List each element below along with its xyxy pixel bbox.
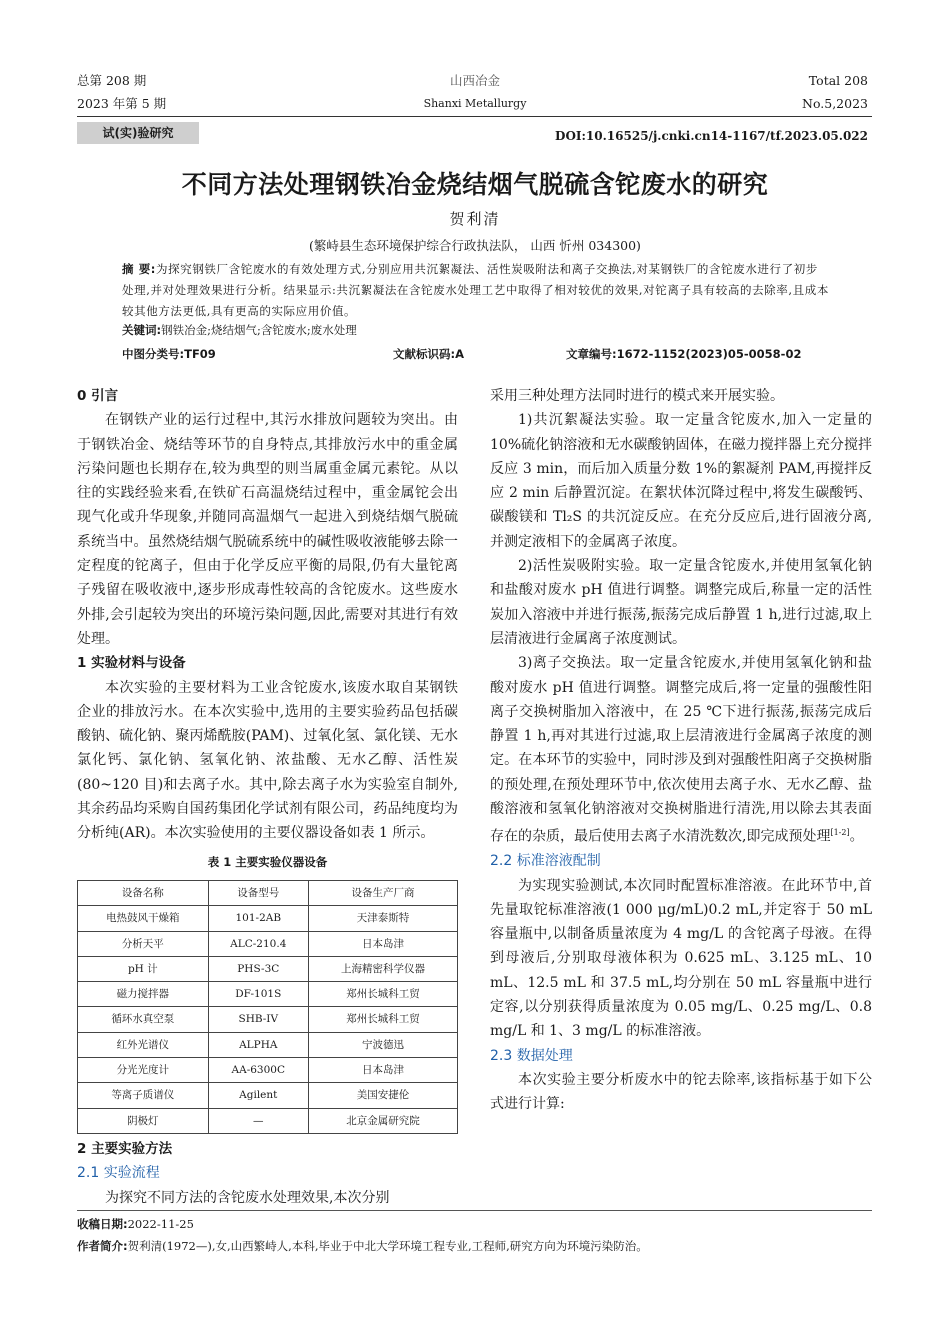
table-cell: 等离子质谱仪 [78, 1083, 209, 1108]
table-row [78, 1083, 458, 1108]
paragraph-coprecipitation: 1)共沉絮凝法实验。取一定量含铊废水,加入一定量的 10%硫化钠溶液和无水碳酸钠固体，在磁力搅拌器上充分搅拌反应 3 min，而后加入质量分数 1%的絮凝剂 PAM,再搅拌反应 2 min 后静置沉淀。在絮状体沉降过程中,将发生碳酸钙、碳酸镁和 Tl₂S 的共沉淀反应。在充分反应后,进行固液分离,并测定液相下的金属离子浓度。 [490, 412, 872, 550]
table-cell: pH 计 [78, 956, 209, 981]
document-code: 文献标识码:A [393, 347, 464, 361]
table-cell: 阴极灯 [78, 1108, 209, 1133]
header-number-en: No.5,2023 [802, 96, 868, 111]
table-cell: 美国安捷伦 [308, 1083, 457, 1108]
table-header-cell: 设备型号 [208, 880, 308, 905]
table-cell: PHS-3C [208, 956, 308, 981]
table-cell: DF-101S [208, 982, 308, 1007]
table-row [78, 982, 458, 1007]
left-column [77, 384, 458, 1210]
table-cell: 天津泰斯特 [308, 906, 457, 931]
article-number: 文章编号:1672-1152(2023)05-0058-02 [566, 347, 802, 361]
header-journal-en: Shanxi Metallurgy [423, 97, 527, 110]
table-row [78, 906, 458, 931]
doi: DOI:10.16525/j.cnki.cn14-1167/tf.2023.05.022 [555, 129, 868, 143]
abstract [122, 259, 830, 322]
header-issue-year: 2023 年第 5 期 [77, 96, 167, 111]
keywords-label: 关键词: [122, 323, 162, 337]
keywords-text: 钢铁冶金;烧结烟气;含铊废水;废水处理 [161, 323, 357, 337]
section-tag: 试(实)验研究 [77, 122, 199, 144]
reference-1-2: [1-2] [830, 828, 850, 838]
equipment-table [77, 880, 458, 1134]
table-cell: 郑州长城科工贸 [308, 982, 457, 1007]
table-cell: SHB-IV [208, 1007, 308, 1032]
keywords [122, 322, 357, 338]
header-journal-cn: 山西冶金 [449, 73, 500, 88]
table-cell: — [208, 1108, 308, 1133]
table-cell: 分光光度计 [78, 1058, 209, 1083]
table-row [78, 1032, 458, 1057]
author: 贺利清 [449, 210, 501, 228]
table-cell: 郑州长城科工贸 [308, 1007, 457, 1032]
table-cell: 分析天平 [78, 931, 209, 956]
paragraph-introduction: 在钢铁产业的运行过程中,其污水排放问题较为突出。由于钢铁冶金、烧结等环节的自身特点,其排放污水中的重金属污染问题也长期存在,较为典型的则当属重金属元素铊。从以往的实践经验来看,在铁矿石高温烧结过程中，重金属铊会出现气化或升华现象,并随同高温烟气一起进入到烧结烟气脱硫系统当中。虽然烧结烟气脱硫系统中的碱性吸收液能够去除一定程度的铊离子，但由于化学反应平衡的局限,仍有大量铊离子残留在吸收液中,逐步形成毒性较高的含铊废水。这些废水外排,会引起较为突出的环境污染问题,因此,需要对其进行有效处理。 [77, 412, 458, 647]
table-cell: ALC-210.4 [208, 931, 308, 956]
table-cell: 电热鼓风干燥箱 [78, 906, 209, 931]
right-column [490, 384, 872, 1117]
clc-number: 中图分类号:TF09 [122, 347, 216, 361]
table-cell: 101-2AB [208, 906, 308, 931]
table-cell: 循环水真空泵 [78, 1007, 209, 1032]
heading-standard-solution: 2.2 标准溶液配制 [490, 853, 601, 870]
table-caption: 表 1 主要实验仪器设备 [207, 854, 328, 869]
table-header-cell: 设备名称 [78, 880, 209, 905]
table-cell: Agilent [208, 1083, 308, 1108]
paragraph-activated-carbon: 2)活性炭吸附实验。取一定量含铊废水,并使用氢氧化钠和盐酸对废水 pH 值进行调整。调整完成后,称量一定的活性炭加入溶液中并进行振荡,振荡完成后静置 1 h,进行过滤,取上层清液进行金属离子浓度测试。 [490, 558, 872, 647]
table-cell: 上海精密科学仪器 [308, 956, 457, 981]
heading-data-processing: 2.3 数据处理 [490, 1047, 573, 1064]
table-header-row [78, 880, 458, 905]
table-row [78, 1007, 458, 1032]
table-cell: AA-6300C [208, 1058, 308, 1083]
heading-introduction: 0 引言 [77, 388, 119, 404]
paragraph-materials: 本次实验的主要材料为工业含铊废水,该废水取自某钢铁企业的排放污水。在本次实验中,选用的主要实验药品包括碳酸钠、硫化钠、聚丙烯酰胺(PAM)、过氧化氢、氯化镁、无水氯化钙、氯化钠、氢氧化钠、浓盐酸、无水乙醇、活性炭(80~120 目)和去离子水。其中,除去离子水为实验室自制外,其余药品均采购自国药集团化学试剂有限公司，药品纯度均为分析纯(AR)。本次实验使用的主要仪器设备如表 1 所示。 [77, 679, 458, 842]
header-issue-total: 总第 208 期 [77, 73, 147, 88]
table-cell: 日本岛津 [308, 931, 457, 956]
table-cell: ALPHA [208, 1032, 308, 1057]
table-cell: 宁波德迅 [308, 1032, 457, 1057]
footer-rule [77, 1210, 872, 1211]
table-row [78, 956, 458, 981]
heading-experiment-flow: 2.1 实验流程 [77, 1165, 160, 1182]
paragraph-standard-solution: 为实现实验测试,本次同时配置标准溶液。在此环节中,首先量取铊标准溶液(1 000 μg/mL)0.2 mL,并定容于 50 mL 容量瓶中,以制备质量浓度为 4 mg/L 的含铊离子母液。在得到母液后,分别取母液体积为 0.625 mL、3.125 mL、10 mL、12.5 mL 和 37.5 mL,均分别在 50 mL 容量瓶中进行定容,以分别获得质量浓度为 0.05 mg/L、0.25 mg/L、0.8 mg/L 和 1、3 mg/L 的标准溶液。 [490, 877, 872, 1040]
paragraph-ion-exchange: 3)离子交换法。取一定量含铊废水,并使用氢氧化钠和盐酸对废水 pH 值进行调整。调整完成后,将一定量的强酸性阳离子交换树脂加入溶液中，在 25 ℃下进行振荡,振荡完成后静置 1 h,再对其进行过滤,取上层清液进行金属离子浓度的测定。在本环节的实验中，同时涉及到对强酸性阳离子交换树脂的预处理,在预处理环节中,依次使用去离子水、无水乙醇、盐酸溶液和氢氧化钠溶液对交换树脂进行清洗,用以除去其表面存在的杂质，最后使用去离子水清洗数次,即完成预处理[1-2]。 [490, 655, 872, 845]
paragraph-experiment-flow: 为探究不同方法的含铊废水处理效果,本次分别 [105, 1189, 390, 1206]
table-row [78, 1108, 458, 1133]
header-total-en: Total 208 [808, 73, 868, 88]
heading-materials: 1 实验材料与设备 [77, 655, 186, 672]
abstract-text: 为探究钢铁厂含铊废水的有效处理方式,分别应用共沉絮凝法、活性炭吸附法和离子交换法,对某钢铁厂的含铊废水进行了初步处理,并对处理效果进行分析。结果显示:共沉絮凝法在含铊废水处理工艺中取得了相对较优的效果,对铊离子具有较高的去除率,且成本较其他方法更低,具有更高的实际应用价值。 [122, 262, 829, 318]
page-title: 不同方法处理钢铁冶金烧结烟气脱硫含铊废水的研究 [181, 170, 769, 199]
paragraph-continuation: 采用三种处理方法同时进行的模式来开展实验。 [490, 388, 784, 404]
heading-methods: 2 主要实验方法 [77, 1140, 173, 1157]
table-row [78, 931, 458, 956]
table-cell: 日本岛津 [308, 1058, 457, 1083]
author-bio: 作者简介:贺利清(1972—),女,山西繁峙人,本科,毕业于中北大学环境工程专业,工程师,研究方向为环境污染防治。 [77, 1239, 648, 1253]
received-date: 收稿日期:2022-11-25 [77, 1217, 194, 1231]
header-rule [77, 116, 872, 117]
table-cell: 北京金属研究院 [308, 1108, 457, 1133]
table-header-cell: 设备生产厂商 [308, 880, 457, 905]
abstract-label: 摘 要: [122, 262, 157, 276]
table-row [78, 1058, 458, 1083]
table-cell: 磁力搅拌器 [78, 982, 209, 1007]
table-cell: 红外光谱仪 [78, 1032, 209, 1057]
affiliation: (繁峙县生态环境保护综合行政执法队， 山西 忻州 034300) [309, 238, 641, 253]
table-body [78, 906, 458, 1134]
paragraph-data-processing: 本次实验主要分析废水中的铊去除率,该指标基于如下公式进行计算: [490, 1071, 872, 1113]
